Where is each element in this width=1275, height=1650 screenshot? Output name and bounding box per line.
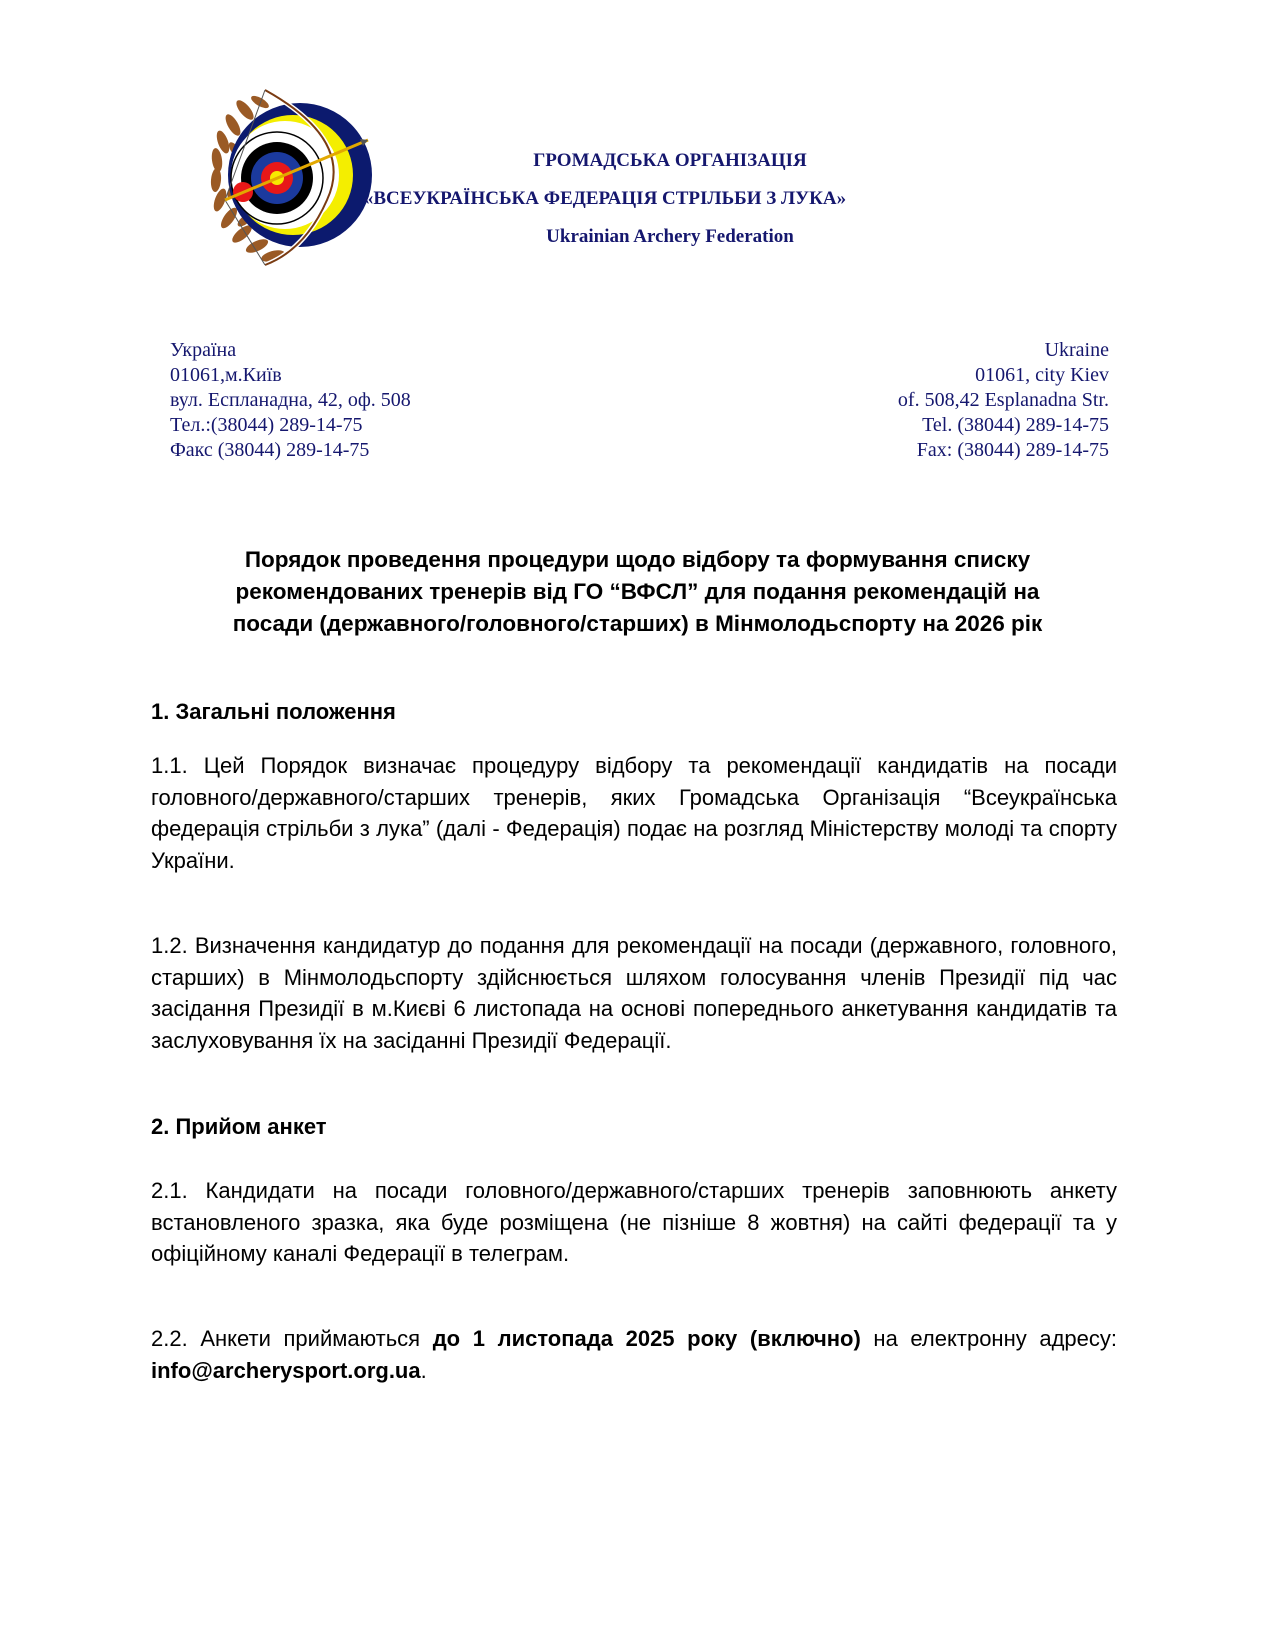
paragraph-2-1: 2.1. Кандидати на посади головного/державного/старших тренерів заповнюють анкету встановленого зразка, яка буде розміщена (не пізніше 8 жовтня) на сайті федерації та у офіційному каналі Федерації в телеграм. xyxy=(151,1178,1117,1266)
paragraph-2-2-middle: на електронну адресу: xyxy=(860,1326,1118,1351)
paragraph-1-1: 1.1. Цей Порядок визначає процедуру відбору та рекомендації кандидатів на посади головного/державного/старших тренерів, яких Громадська Організація “Всеукраїнська федерація стрільби з лука” (далі - Федерація) подає на розгляд Міністерству молоді та спорту України. xyxy=(151,753,1117,873)
org-name-line-2: «ВСЕУКРАЇНСЬКА ФЕДЕРАЦІЯ СТРІЛЬБИ З ЛУКА» xyxy=(363,188,847,209)
paragraph-2-2-suffix: . xyxy=(420,1357,427,1383)
address-fax: Факс (38044) 289-14-75 xyxy=(170,439,370,461)
address-fax: Fax: (38044) 289-14-75 xyxy=(916,439,1109,461)
organization-header xyxy=(360,142,960,256)
address-street: вул. Еспланадна, 42, оф. 508 xyxy=(170,389,411,411)
contact-email-link[interactable]: info@archerysport.org.ua xyxy=(151,1357,421,1383)
document-title-line: рекомендованих тренерів від ГО “ВФСЛ” для подання рекомендацій на xyxy=(235,579,1040,604)
paragraph-2-2 xyxy=(151,1323,1117,1386)
address-phone: Tel. (38044) 289-14-75 xyxy=(922,414,1109,436)
org-name-line-1: ГРОМАДСЬКА ОРГАНІЗАЦІЯ xyxy=(533,150,807,171)
address-ukrainian xyxy=(170,338,411,463)
section-heading-general-provisions: 1. Загальні положення xyxy=(151,699,396,724)
section-heading-questionnaire-intake: 2. Прийом анкет xyxy=(151,1114,327,1139)
submission-deadline: до 1 листопада 2025 року (включно) xyxy=(432,1326,861,1351)
federation-logo-icon xyxy=(205,80,375,270)
document-title xyxy=(150,544,1125,640)
address-city: 01061, city Kiev xyxy=(975,364,1109,386)
org-name-english: Ukrainian Archery Federation xyxy=(546,226,794,247)
document-title-line: посади (державного/головного/старших) в Мінмолодьспорту на 2026 рік xyxy=(232,611,1043,636)
paragraph-2-2-prefix: 2.2. Анкети приймаються xyxy=(151,1326,433,1351)
address-country: Україна xyxy=(170,339,237,361)
address-city: 01061,м.Київ xyxy=(170,364,282,386)
document-title-line: Порядок проведення процедури щодо відбору та формування списку xyxy=(244,547,1031,572)
address-country: Ukraine xyxy=(1044,339,1109,361)
address-phone: Тел.:(38044) 289-14-75 xyxy=(170,414,363,436)
paragraph-1-2: 1.2. Визначення кандидатур до подання для рекомендації на посади (державного, головного, старших) в Мінмолодьспорту здійснюється шляхом голосування членів Президії під час засідання Президії в м.Києві 6 листопада на основі попереднього анкетування кандидатів та заслуховування їх на засіданні Президії Федерації. xyxy=(151,933,1117,1053)
address-english xyxy=(898,338,1109,463)
address-street: of. 508,42 Esplanadna Str. xyxy=(897,389,1109,411)
